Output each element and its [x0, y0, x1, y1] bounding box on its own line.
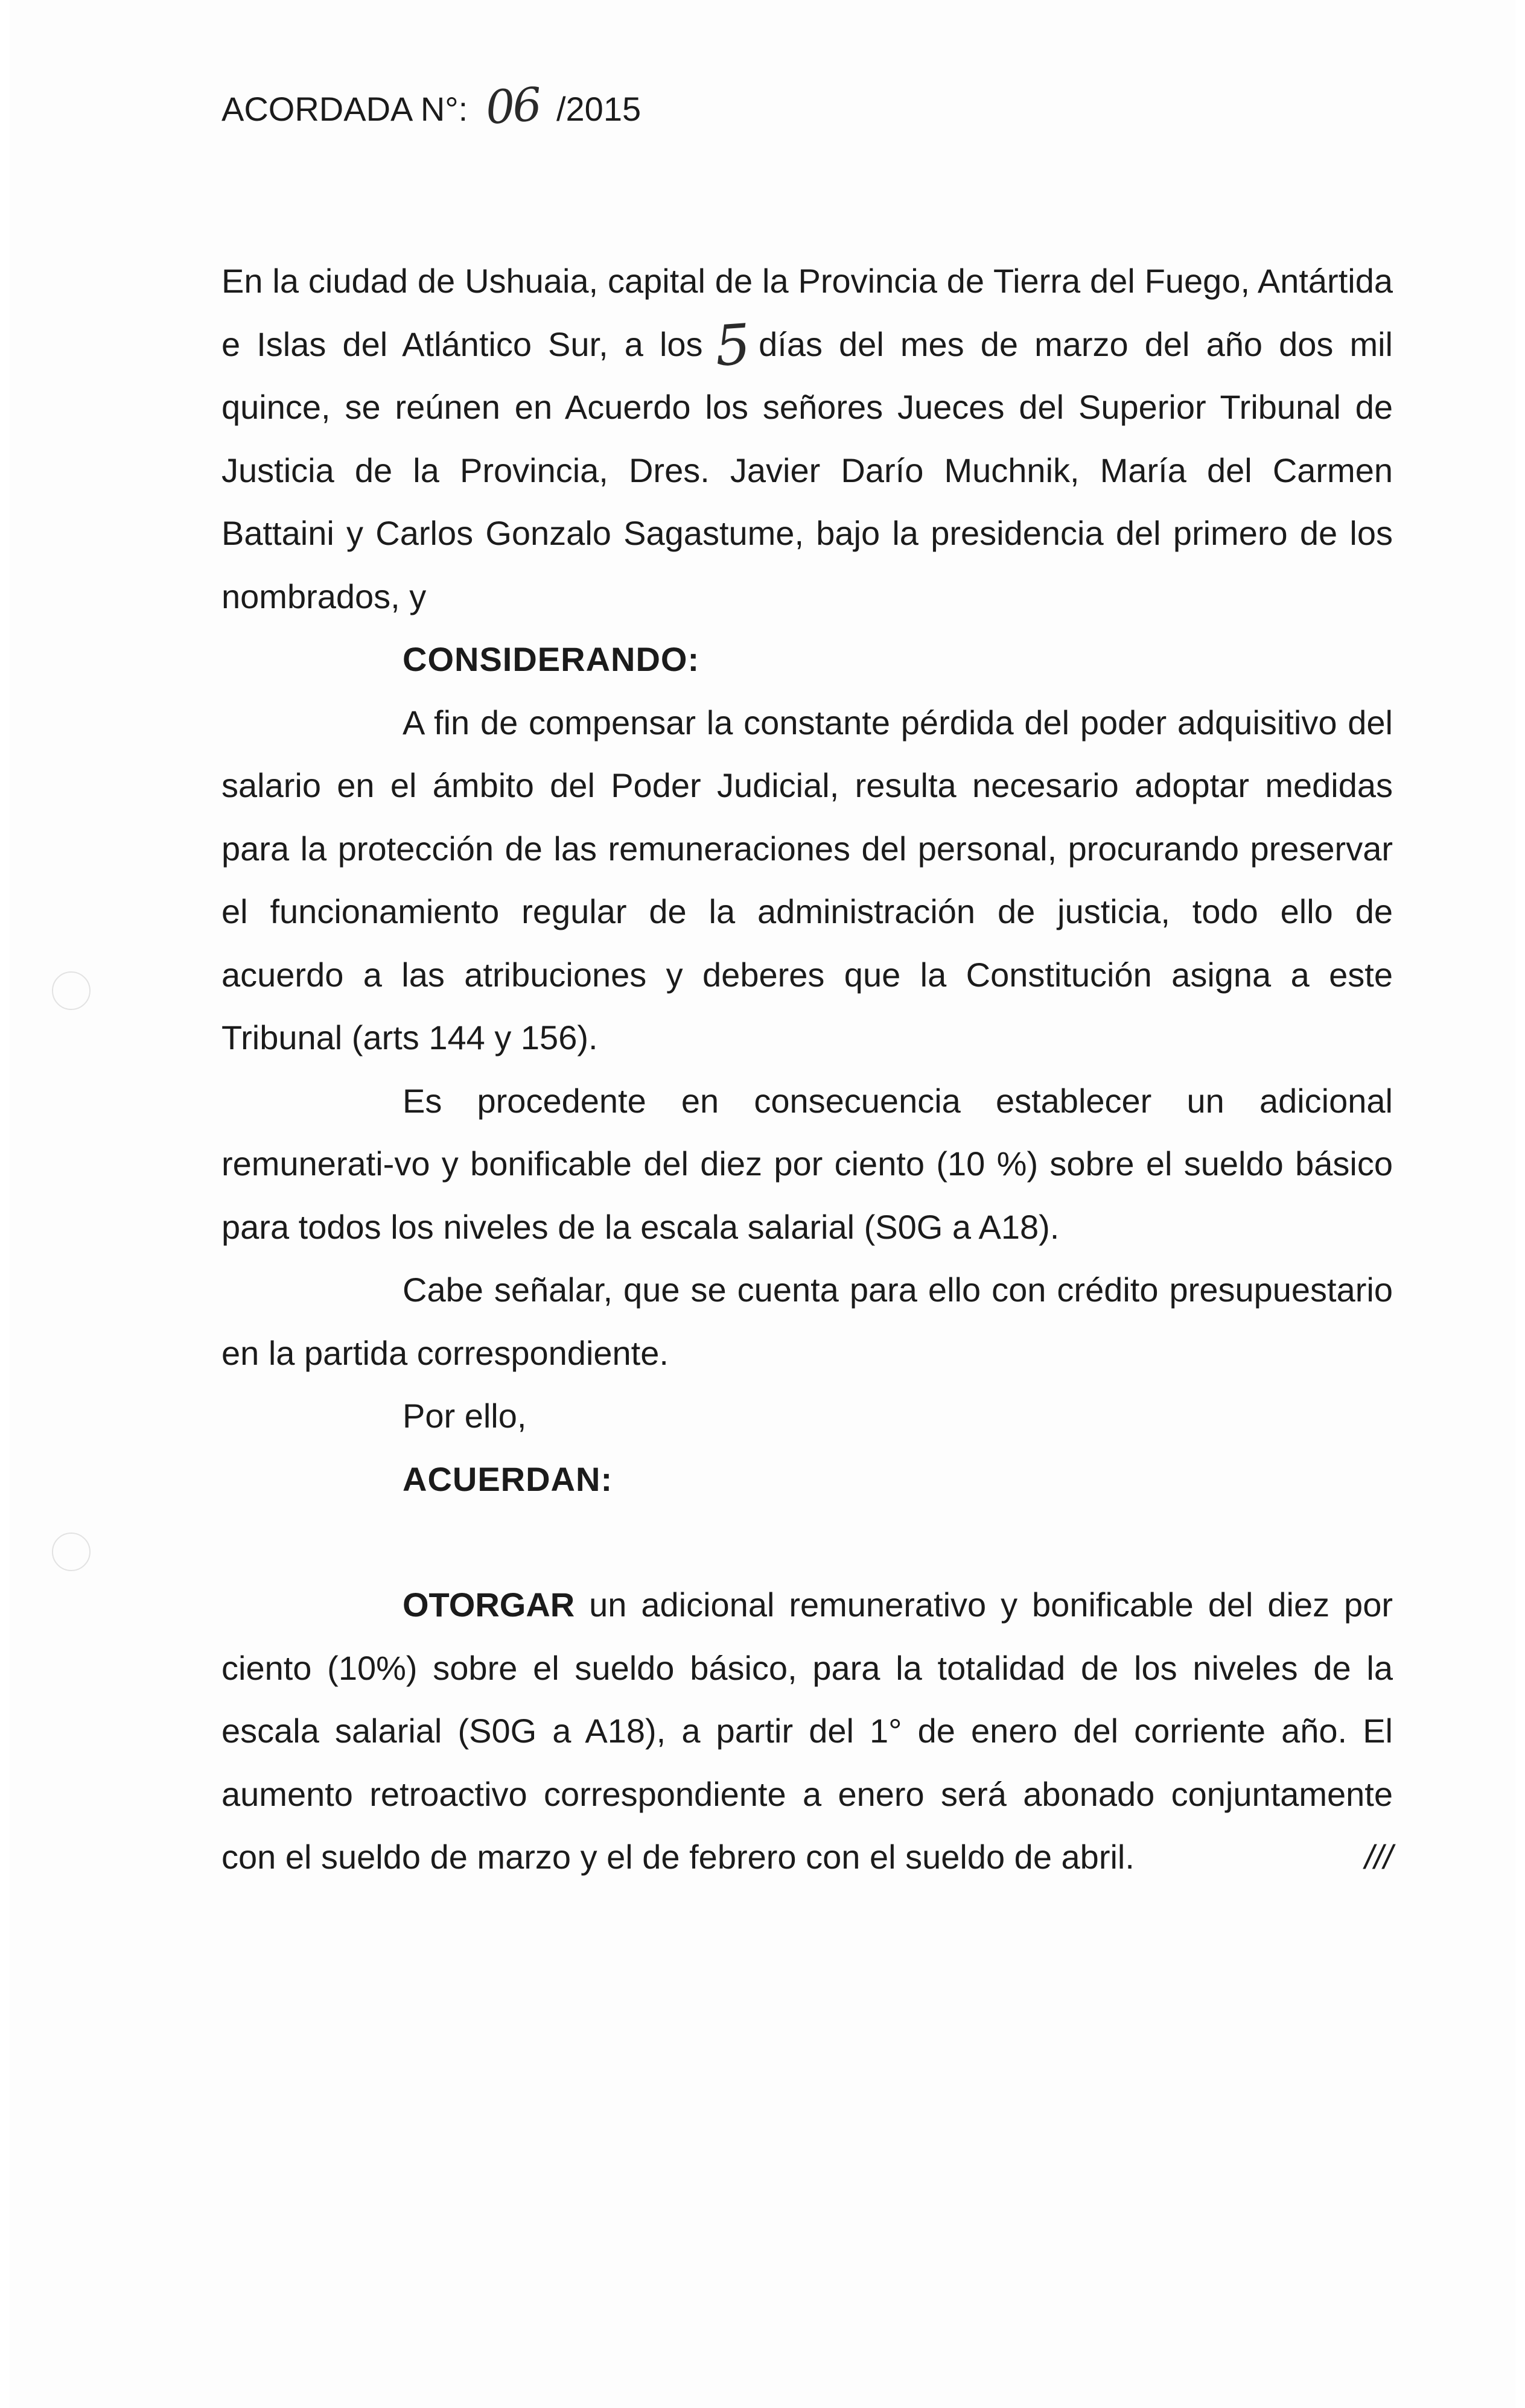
handwritten-number: 06	[484, 77, 541, 135]
opening-paragraph	[221, 250, 1393, 628]
considerando-paragraph-1: A fin de compensar la constante pérdida del poder adquisitivo del salario en el ámbito del Poder Judicial, resulta necesario adoptar medidas para la protección de las remuneraciones del personal, procurando preservar el funcionamiento regular de la administración de justicia, todo ello de acuerdo a las atribuciones y deberes que la Constitución asigna a este Tribunal (arts 144 y 156).	[221, 703, 1393, 1056]
resolution-text: un adicional remunerativo y bonificable del diez por ciento (10%) sobre el sueldo básico, para la totalidad de los niveles de la escala salarial (S0G a A18), a partir del 1° de enero del corriente año. El aumento retroactivo correspondiente a enero será abonado conjuntamente con el sueldo de marzo y el de febrero con el sueldo de abril.	[221, 1586, 1393, 1876]
document-body	[221, 250, 1393, 1889]
acuerdan-heading: ACUERDAN:	[403, 1460, 613, 1498]
header-year: /2015	[556, 90, 642, 128]
section-spacer	[221, 1511, 1393, 1574]
punch-hole-mark	[52, 1533, 91, 1571]
continuation-mark: ///	[1364, 1838, 1393, 1876]
por-ello-line: Por ello,	[403, 1397, 527, 1435]
opening-text-end: días del mes de marzo del año dos mil quince, se reúnen en Acuerdo los señores Jueces del Superior Tribunal de Justicia de la Provincia, Dres. Javier Darío Muchnik, María del Carmen Battaini y Carlos Gonzalo Sagastume, bajo la presidencia del primero de los nombrados, y	[221, 325, 1393, 615]
considerando-heading: CONSIDERANDO:	[403, 640, 700, 678]
opening-text-start: En la ciudad de Ushuaia, capital de la Provincia de Tierra del Fuego, Antártida e Islas del Atlántico Sur, a los	[221, 262, 1393, 363]
considerando-paragraph-2: Es procedente en consecuencia establecer un adicional remunerati-vo y bonificable del diez por ciento (10 %) sobre el sueldo básico para todos los niveles de la escala salarial (S0G a A18).	[221, 1081, 1393, 1246]
resolution-paragraph	[221, 1574, 1393, 1889]
document-page	[10, 0, 1515, 2408]
considerando-paragraph-3: Cabe señalar, que se cuenta para ello con crédito presupuestario en la partida correspondiente.	[221, 1271, 1393, 1372]
header-prefix: ACORDADA N°:	[221, 90, 468, 128]
resolution-keyword: OTORGAR	[403, 1586, 575, 1624]
document-header	[221, 77, 641, 138]
punch-hole-mark	[52, 971, 91, 1010]
handwritten-day: 5	[712, 311, 750, 379]
